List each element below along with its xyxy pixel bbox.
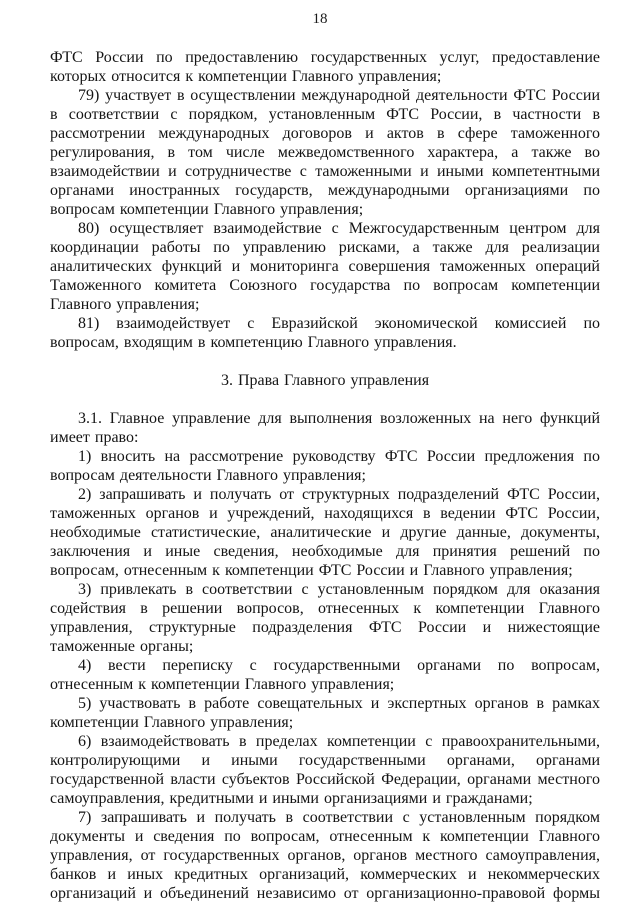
page-number: 18 — [312, 11, 328, 27]
document-body — [50, 48, 600, 903]
paragraph-continuation: ФТС России по предоставлению государственных услуг, предоставление которых относится к компетенции Главного управления; — [50, 49, 600, 85]
right-item-2: 2) запрашивать и получать от структурных подразделений ФТС России, таможенных органов и учреждений, находящихся в ведении ФТС России, необходимые статистические, аналитические и другие данные, документы, заключения и иные сведения, необходимые для принятия решений по вопросам, отнесенным к компетенции ФТС России и Главного управления; — [50, 486, 600, 579]
clause-3-1-intro: 3.1. Главное управление для выполнения возложенных на него функций имеет право: — [50, 410, 600, 446]
right-item-6: 6) взаимодействовать в пределах компетенции с правоохранительными, контролирующими и иными государственными органами, органами государственной власти субъектов Российской Федерации, органами местного самоуправления, кредитными и иными организациями и гражданами; — [50, 733, 600, 807]
right-item-5: 5) участвовать в работе совещательных и экспертных органов в рамках компетенции Главного управления; — [50, 695, 600, 731]
right-item-7: 7) запрашивать и получать в соответствии с установленным порядком документы и сведения по вопросам, отнесенным к компетенции Главного управления, от государственных органов, органов местного самоуправления, банков и иных кредитных организаций, коммерческих и некоммерческих организаций и объединений независимо от организационно-правовой формы — [50, 809, 600, 902]
section-heading-rights: 3. Права Главного управления — [220, 372, 430, 389]
clause-80: 80) осуществляет взаимодействие с Межгосударственным центром для координации работы по управлению рисками, а также для реализации аналитических функций и мониторинга совершения таможенных операций Таможенного комитета Союзного государства по вопросам компетенции Главного управления; — [50, 220, 600, 313]
right-item-4: 4) вести переписку с государственными органами по вопросам, отнесенным к компетенции Главного управления; — [50, 657, 600, 693]
clause-81: 81) взаимодействует с Евразийской экономической комиссией по вопросам, входящим в компетенцию Главного управления. — [50, 315, 600, 351]
right-item-1: 1) вносить на рассмотрение руководству ФТС России предложения по вопросам деятельности Главного управления; — [50, 448, 600, 484]
clause-79: 79) участвует в осуществлении международной деятельности ФТС России в соответствии с порядком, установленным ФТС России, в частности в рассмотрении международных договоров и актов в сфере таможенного регулирования, в том числе межведомственного характера, а также во взаимодействии и сотрудничестве с таможенными и иными компетентными органами иностранных государств, международными организациями по вопросам компетенции Главного управления; — [50, 87, 600, 218]
right-item-3: 3) привлекать в соответствии с установленным порядком для оказания содействия в решении вопросов, отнесенных к компетенции Главного управления, структурные подразделения ФТС России и нижестоящие таможенные органы; — [50, 581, 600, 655]
